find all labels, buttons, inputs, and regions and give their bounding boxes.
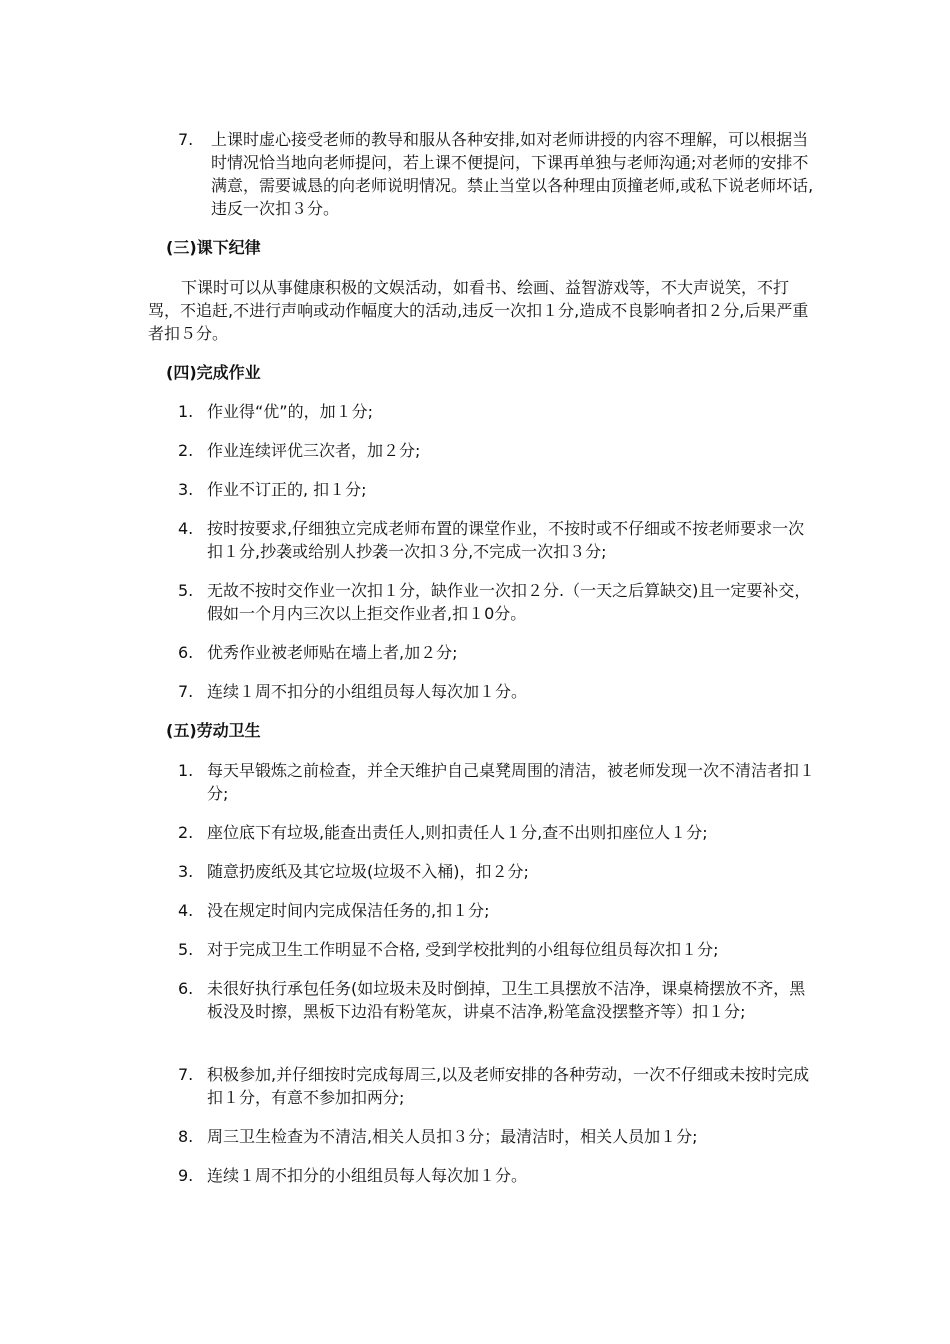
item-text: 周三卫生检查为不清洁,相关人员扣３分；最清洁时，相关人员加１分; (207, 1127, 698, 1146)
homework-item-4 (178, 517, 818, 563)
section-heading-homework: (四)完成作业 (166, 363, 261, 382)
item-text: 没在规定时间内完成保洁任务的,扣１分; (207, 901, 490, 920)
hygiene-item-7 (178, 1063, 818, 1109)
hygiene-item-3 (178, 860, 818, 883)
item-number: 2. (178, 823, 194, 842)
hygiene-item-2 (178, 821, 818, 844)
item-number: 7. (178, 130, 194, 149)
item-text: 每天早锻炼之前检查，并全天维护自己桌凳周围的清洁，被老师发现一次不清洁者扣１分; (207, 761, 816, 803)
item-number: 5. (178, 940, 194, 959)
item-number: 4. (178, 901, 194, 920)
after-class-paragraph: 下课时可以从事健康积极的文娱活动，如看书、绘画、益智游戏等，不大声说笑，不打骂，不追赶,不进行声响或动作幅度大的活动,违反一次扣１分,造成不良影响者扣２分,后果严重者扣５分。 (148, 278, 809, 343)
homework-item-1 (178, 400, 818, 423)
item-text: 上课时虚心接受老师的教导和服从各种安排,如对老师讲授的内容不理解，可以根据当时情况恰当地向老师提问，若上课不便提问，下课再单独与老师沟通;对老师的安排不满意，需要诚恳的向老师说明情况。禁止当堂以各种理由顶撞老师,或私下说老师坏话,违反一次扣３分。 (211, 130, 814, 218)
item-number: 5. (178, 581, 194, 600)
item-number: 1. (178, 402, 194, 421)
item-text: 随意扔废纸及其它垃圾(垃圾不入桶)，扣２分; (207, 862, 529, 881)
item-text: 连续１周不扣分的小组组员每人每次加１分。 (207, 1166, 528, 1185)
item-text: 对于完成卫生工作明显不合格, 受到学校批判的小组每位组员每次扣１分; (207, 940, 719, 959)
item-number: 7. (178, 682, 194, 701)
hygiene-item-9 (178, 1164, 818, 1187)
hygiene-item-8 (178, 1125, 818, 1148)
rule-item-2-7 (178, 128, 818, 220)
item-text: 按时按要求,仔细独立完成老师布置的课堂作业，不按时或不仔细或不按老师要求一次扣１分,抄袭或给别人抄袭一次扣３分,不完成一次扣３分; (207, 519, 805, 561)
item-text: 作业不订正的, 扣１分; (207, 480, 367, 499)
homework-item-2 (178, 439, 818, 462)
item-text: 作业得“优”的，加１分; (207, 402, 373, 421)
item-text: 连续１周不扣分的小组组员每人每次加１分。 (207, 682, 528, 701)
item-text: 积极参加,并仔细按时完成每周三,以及老师安排的各种劳动，一次不仔细或未按时完成扣１分，有意不参加扣两分; (207, 1065, 810, 1107)
homework-item-3 (178, 478, 818, 501)
item-number: 3. (178, 862, 194, 881)
item-text: 无故不按时交作业一次扣１分，缺作业一次扣２分.（一天之后算缺交)且一定要补交，假如一个月内三次以上拒交作业者,扣１0分。 (207, 581, 811, 623)
item-number: 6. (178, 979, 194, 998)
item-text: 作业连续评优三次者，加２分; (207, 441, 421, 460)
item-text: 未很好执行承包任务(如垃圾未及时倒掉，卫生工具摆放不洁净，课桌椅摆放不齐，黑板没及时擦，黑板下边沿有粉笔灰，讲桌不洁净,粉笔盒没摆整齐等）扣１分; (207, 979, 806, 1021)
hygiene-item-5 (178, 938, 818, 961)
item-number: 7. (178, 1065, 194, 1084)
section-heading-hygiene: (五)劳动卫生 (166, 721, 261, 740)
homework-item-5 (178, 579, 818, 625)
item-text: 优秀作业被老师贴在墙上者,加２分; (207, 643, 458, 662)
item-text: 座位底下有垃圾,能查出责任人,则扣责任人１分,查不出则扣座位人１分; (207, 823, 708, 842)
item-number: 3. (178, 480, 194, 499)
homework-item-6 (178, 641, 818, 664)
item-number: 9. (178, 1166, 194, 1185)
hygiene-item-1 (178, 759, 818, 805)
item-number: 1. (178, 761, 194, 780)
item-number: 2. (178, 441, 194, 460)
section-heading-after-class: (三)课下纪律 (166, 238, 261, 257)
hygiene-item-6 (178, 977, 818, 1023)
item-number: 6. (178, 643, 194, 662)
homework-item-7 (178, 680, 818, 703)
item-number: 4. (178, 519, 194, 538)
hygiene-item-4 (178, 899, 818, 922)
item-number: 8. (178, 1127, 194, 1146)
